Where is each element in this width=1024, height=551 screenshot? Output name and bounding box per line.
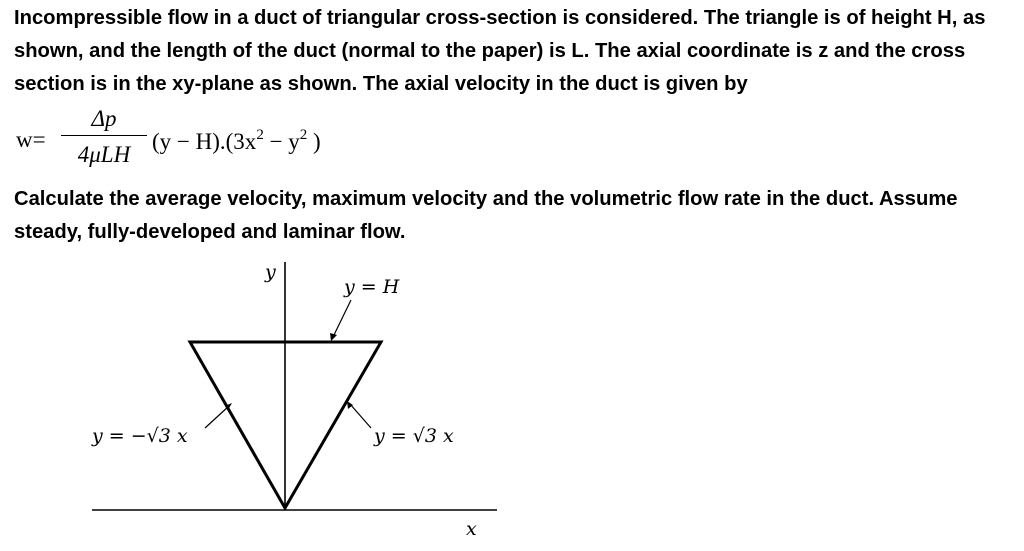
left-edge-label: y = −√3 x (92, 425, 188, 447)
right-edge-arrowhead (347, 401, 353, 409)
top-edge-arrow (333, 300, 351, 337)
right-edge-arrow (350, 404, 371, 428)
fraction-denominator: 4μLH (77, 142, 131, 167)
top-edge-label: y = H (344, 276, 400, 298)
task-statement: Calculate the average velocity, maximum velocity and the volumetric flow rate in the duct. Assume steady, fully-developed and laminar flow. (14, 188, 958, 243)
x-axis-label: x (466, 518, 477, 540)
top-edge-arrowhead (330, 333, 337, 341)
rhs-part-b: − y (263, 129, 300, 154)
rhs-part-c: ) (307, 129, 321, 154)
rhs-part-a: (y − H).(3x (152, 129, 257, 154)
left-edge-arrow (205, 406, 229, 428)
fraction-numerator: Δp (91, 106, 117, 131)
y-axis-label: y (265, 261, 276, 283)
rhs-exponent-1: 2 (256, 127, 264, 143)
rhs-exponent-2: 2 (299, 127, 308, 143)
right-edge-label: y = √3 x (374, 425, 454, 447)
equation-lhs: w= (16, 127, 46, 152)
problem-statement: Incompressible flow in a duct of triangular cross-section is considered. The triangle is of height H, as shown, and the length of the duct (normal to the paper) is L. The axial coordinate is z and the cross section is in the xy-plane as shown. The axial velocity in the duct is given by (14, 7, 986, 95)
